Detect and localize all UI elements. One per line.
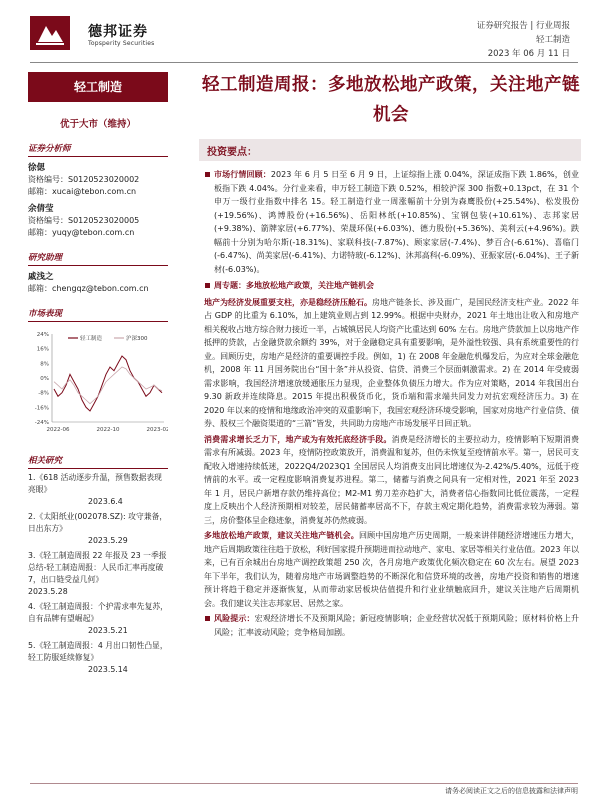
- report-header: [0, 0, 600, 66]
- series-line: [54, 356, 162, 411]
- analyst-email[interactable]: 邮箱：xucai@tebon.com.cn: [28, 187, 137, 196]
- x-tick-label: 2022-10: [96, 427, 120, 433]
- analyst-license: 资格编号：S0120523020005: [28, 216, 140, 225]
- related-item[interactable]: [28, 601, 168, 637]
- y-tick-label: 24%: [36, 332, 49, 338]
- legend-label: 轻工制造: [80, 336, 103, 342]
- related-date: 2023.5.21: [88, 626, 128, 635]
- market-review-label: 市场行情回顾：: [214, 170, 271, 179]
- company-name-cn: 德邦证券: [88, 24, 148, 40]
- sidebar: [28, 72, 168, 676]
- assistant-section-heading: 研究助理: [28, 251, 168, 266]
- report-date: 2023 年 06 月 11 日: [487, 49, 570, 59]
- analyst-license: 资格编号：S0120523020002: [28, 175, 140, 184]
- market-section-heading: 市场表现: [28, 307, 168, 322]
- related-item[interactable]: [28, 472, 168, 508]
- related-item[interactable]: [28, 640, 168, 676]
- footer-disclaimer: 请务必阅读正文之后的信息披露和法律声明: [445, 787, 578, 795]
- related-item[interactable]: [28, 550, 168, 598]
- paragraph-3-lead: 多地放松地产政策，建议关注地产链机会。: [204, 531, 359, 540]
- paragraph-2-text: 消费是经济增长的主要拉动力，疫情影响下短期消费需求有所减弱。2023 年，疫情防控政策放开，消费温和复苏，但仍未恢复至疫情前水平。第一，居民可支配收入增速持续低迷，2022Q4/2023Q1 全国居民人均消费支出同比增速仅为-2.42%/5.40%，远低于疫情前的水平。或一定程度影响消费复苏进程。第二，储蓄与消费之间具有一定相对性，2021 年至 2023 年 1 月，居民户新增存款仍维持高位；M2-M1 剪刀差亦趋扩大，消费者信心指数同比低位震荡，一定程度上反映出个人经济预期相对较差，居民储蓄率居高不下，存款主观定期化趋势，消费需求较为薄弱。第三，房价整体呈企稳迹象，消费复苏仍然疲弱。: [204, 434, 579, 525]
- risk-label: 风险提示：: [214, 614, 255, 623]
- related-list: [28, 472, 168, 676]
- related-title: 4.《轻工制造周报：个护需求率先复苏，自有品牌有望崛起》: [28, 602, 168, 623]
- related-title: 2.《太阳纸业(002078.SZ): 攻守兼备，日出东方》: [28, 512, 168, 533]
- paragraph-1-text: 房地产链条长、涉及面广，是国民经济支柱产业。2022 年占 GDP 的比重为 6.10%，加上建筑业则占到 12.99%。根据中央财办，2021 年土地出让收入和房地产相关税收占地方综合财力接近一半，占城镇居民人均资产比重达到 60% 左右。房地产贷款加上以房地产作抵押的贷款，占金融贷款余额约 39%，对于金融稳定具有重要影响，是外溢性较强、具有系统重要性的行业。回顾历史，房地产是经济的重要调控手段。例如，1) 在 2008 年金融危机爆发后，为应对全球金融危机，2008 年 11 月国务院出台“国十条”并从投资、信贷、消费三个层面刺激需求。2) 在 2014 年受疲弱需求影响，我国经济增速放缓通胀压力显现，企业整体负债压力增大。作为应对策略，2014 年我国出台 9.30 新政并连续降息。2015 年提出积极货币化，货币端和需求端共同发力对抗宏观经济压力。3) 在 2020 年以来的疫情和地缘政治冲突的双重影响下，我国宏观经济环境受影响，国家对房地产行业信贷、债券、股权三个融资渠道的“三箭”皆发，共同助力房地产市场发展平日回正轨。: [204, 297, 579, 428]
- legend-label: 沪深300: [126, 336, 148, 342]
- y-tick-label: -16%: [34, 405, 49, 412]
- footer-divider: [30, 783, 578, 784]
- tebon-logo-icon: [30, 16, 70, 50]
- related-date: 2023.5.14: [88, 665, 128, 674]
- risk-text: 宏观经济增长不及预期风险；新冠疫情影响；企业经营状况低于预期风险；原材料价格上升风险；汇率波动风险；竞争格局加剧。: [214, 614, 580, 637]
- analyst-email[interactable]: 邮箱：yuqy@tebon.com.cn: [28, 228, 135, 237]
- analyst-block: [28, 162, 168, 239]
- paragraph-1: [204, 296, 579, 431]
- key-points-bar: [199, 139, 581, 161]
- analyst-section-heading: 证券分析师: [28, 142, 168, 157]
- paragraph-3: [204, 529, 579, 610]
- y-tick-label: 8%: [40, 361, 49, 368]
- report-meta: [477, 19, 570, 61]
- y-tick-label: 16%: [36, 346, 49, 353]
- report-title: 轻工制造周报：多地放松地产政策，关注地产链机会: [202, 75, 580, 125]
- related-title: 5.《轻工制造周报：4 月出口韧性凸显，轻工防服延续修复》: [28, 641, 168, 662]
- assistant-email[interactable]: 邮箱：chengqz@tebon.com.cn: [28, 284, 149, 293]
- related-item[interactable]: [28, 511, 168, 547]
- header-divider: [30, 62, 578, 63]
- assistant-name: 戚浅之: [28, 272, 54, 282]
- analyst-name: 徐偲: [28, 163, 46, 173]
- sector-banner: 轻工制造: [28, 72, 168, 102]
- paragraph-2: [204, 433, 579, 528]
- related-date: 2023.5.28: [28, 587, 68, 596]
- market-review-bullet: [204, 168, 579, 276]
- y-tick-label: -24%: [34, 420, 49, 426]
- paragraph-1-lead: 地产为经济发展重要支柱，亦是稳经济压舱石。: [204, 297, 373, 307]
- related-date: 2023.5.29: [88, 536, 128, 545]
- related-title: 1.《618 活动逐步升温，预售数据表现亮眼》: [28, 473, 162, 494]
- x-tick-label: 2023-02: [146, 427, 168, 433]
- report-body: [204, 168, 579, 642]
- weekly-topic-bullet: 周专题：多地放松地产政策，关注地产链机会: [204, 279, 579, 293]
- series-line: [54, 367, 162, 404]
- company-name-en: Topsperity Securities: [88, 40, 155, 47]
- related-section-heading: 相关研究: [28, 454, 168, 469]
- report-type: 证券研究报告 | 行业周报: [476, 21, 570, 31]
- report-industry: 轻工制造: [535, 35, 570, 45]
- related-date: 2023.6.4: [88, 497, 123, 506]
- key-points-label: 投资要点：: [207, 147, 257, 158]
- market-review-text: 2023 年 6 月 5 日至 6 月 9 日，上证综指上涨 0.04%，深证成指下跌 1.86%，创业板指下跌 4.04%。分行业来看，申万轻工制造下跌 0.52%，相较沪深 300 指数+0.13pct，在 31 个申万一级行业指数中排名 15。轻工制造行业一周涨幅前十分别为森鹰股份(+25.54%)、松发股份(+19.56%)、鸿博股份(+16.56%)、岳阳林纸(+10.85%)、宝钢包装(+10.61%)、志邦家居(+9.38%)、箭牌家居(+6.77%)、荣晟环保(+6.03%)、德力股份(+5.36%)、美利云(+4.96%)。跌幅前十分别为哈尔斯(-18.31%)、家联科技(-7.87%)、顾家家居(-7.4%)、梦百合(-6.61%)、喜临门(-6.47%)、尚美家居(-6.41%)、力诺特玻(-6.12%)、沐邦高科(-6.09%)、亚振家居(-6.04%)、王子新材(-6.03%)。: [214, 170, 579, 274]
- market-performance-chart: [28, 326, 168, 438]
- analyst-name: 余倩莹: [28, 204, 54, 214]
- paragraph-3-text: 回顾中国房地产历史周期，一般来讲伴随经济增速压力增大，地产后周期政策往往趋于放松，利好国家提升预期进而拉动地产、家电、家居等相关行业估值。2023 年以来，已有百余城出台房地产调控政策超 250 次，各月房地产政策优化频次稳定在 60 次左右。展望 2023 年下半年，我们认为，随着房地产市场调整趋势的不断深化和信贷环境的改善，房地产投资和销售的增速预计将趋于稳定并逐渐恢复，从而带动家居板块估值提升和行业业绩触底回升，建议关注地产后周期机会。我们建议关注志邦家居、居然之家。: [204, 531, 580, 608]
- market-chart: [28, 326, 168, 442]
- rating-label: 优于大市（维持）: [59, 119, 136, 130]
- y-tick-label: -8%: [38, 390, 49, 397]
- related-title: 3.《轻工制造周报 22 年报及 23 一季报总结-轻工制造周报：人民币汇率再度破 7，出口链受益几何》: [28, 551, 167, 584]
- paragraph-2-lead: 消费需求增长乏力下，地产或为有效托底经济手段。: [204, 434, 392, 444]
- x-tick-label: 2022-06: [46, 427, 70, 433]
- y-tick-label: 0%: [40, 376, 49, 382]
- risk-bullet: [204, 612, 579, 639]
